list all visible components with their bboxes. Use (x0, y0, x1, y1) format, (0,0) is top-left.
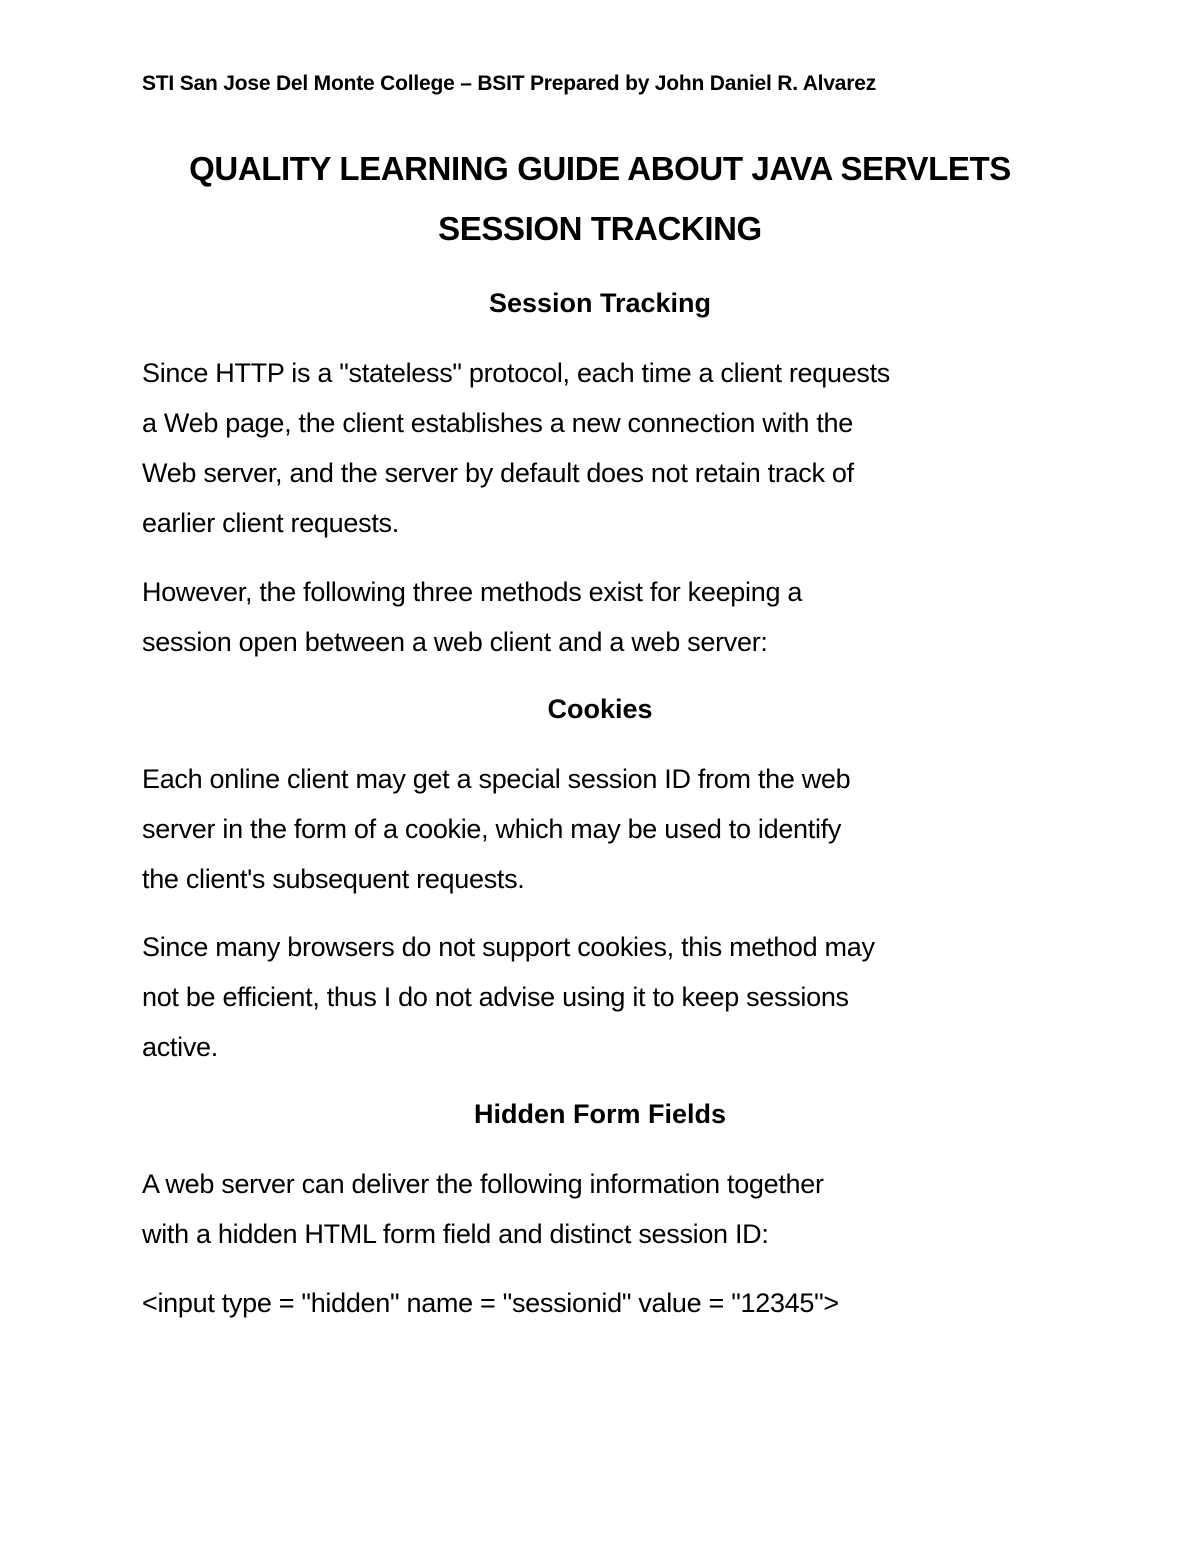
paragraph-line: session open between a web client and a web server: (142, 627, 768, 657)
paragraph-line: with a hidden HTML form field and distinct session ID: (142, 1219, 769, 1249)
section-heading-hidden-form-fields: Hidden Form Fields (473, 1099, 727, 1129)
paragraph-line: active. (142, 1032, 218, 1062)
paragraph-cookie-session-id (142, 754, 1072, 904)
code-example-hidden-input (142, 1278, 1072, 1328)
paragraph-line: Web server, and the server by default does not retain track of (142, 458, 854, 488)
paragraph-line: Each online client may get a special session ID from the web (142, 764, 851, 794)
document-title-line-1: QUALITY LEARNING GUIDE ABOUT JAVA SERVLETS (189, 150, 1011, 187)
document-title-line-2: SESSION TRACKING (438, 210, 762, 247)
paragraph-line: earlier client requests. (142, 508, 399, 538)
paragraph-line: the client's subsequent requests. (142, 864, 525, 894)
paragraph-line: A web server can deliver the following information together (142, 1169, 824, 1199)
paragraph-http-stateless (142, 348, 1072, 548)
section-heading-session-tracking: Session Tracking (488, 288, 712, 318)
paragraph-line: a Web page, the client establishes a new connection with the (142, 408, 853, 438)
code-line: <input type = "hidden" name = "sessionid" value = "12345"> (142, 1288, 839, 1318)
section-heading-cookies: Cookies (547, 694, 653, 724)
paragraph-line: Since HTTP is a "stateless" protocol, each time a client requests (142, 358, 891, 388)
paragraph-three-methods (142, 567, 1072, 667)
paragraph-line: Since many browsers do not support cookies, this method may (142, 932, 875, 962)
paragraph-hidden-field (142, 1159, 1072, 1259)
page-header: STI San Jose Del Monte College – BSIT Prepared by John Daniel R. Alvarez (142, 72, 877, 95)
paragraph-cookie-support (142, 922, 1072, 1072)
paragraph-line: server in the form of a cookie, which may be used to identify (142, 814, 842, 844)
paragraph-line: However, the following three methods exist for keeping a (142, 577, 803, 607)
paragraph-line: not be efficient, thus I do not advise using it to keep sessions (142, 982, 849, 1012)
